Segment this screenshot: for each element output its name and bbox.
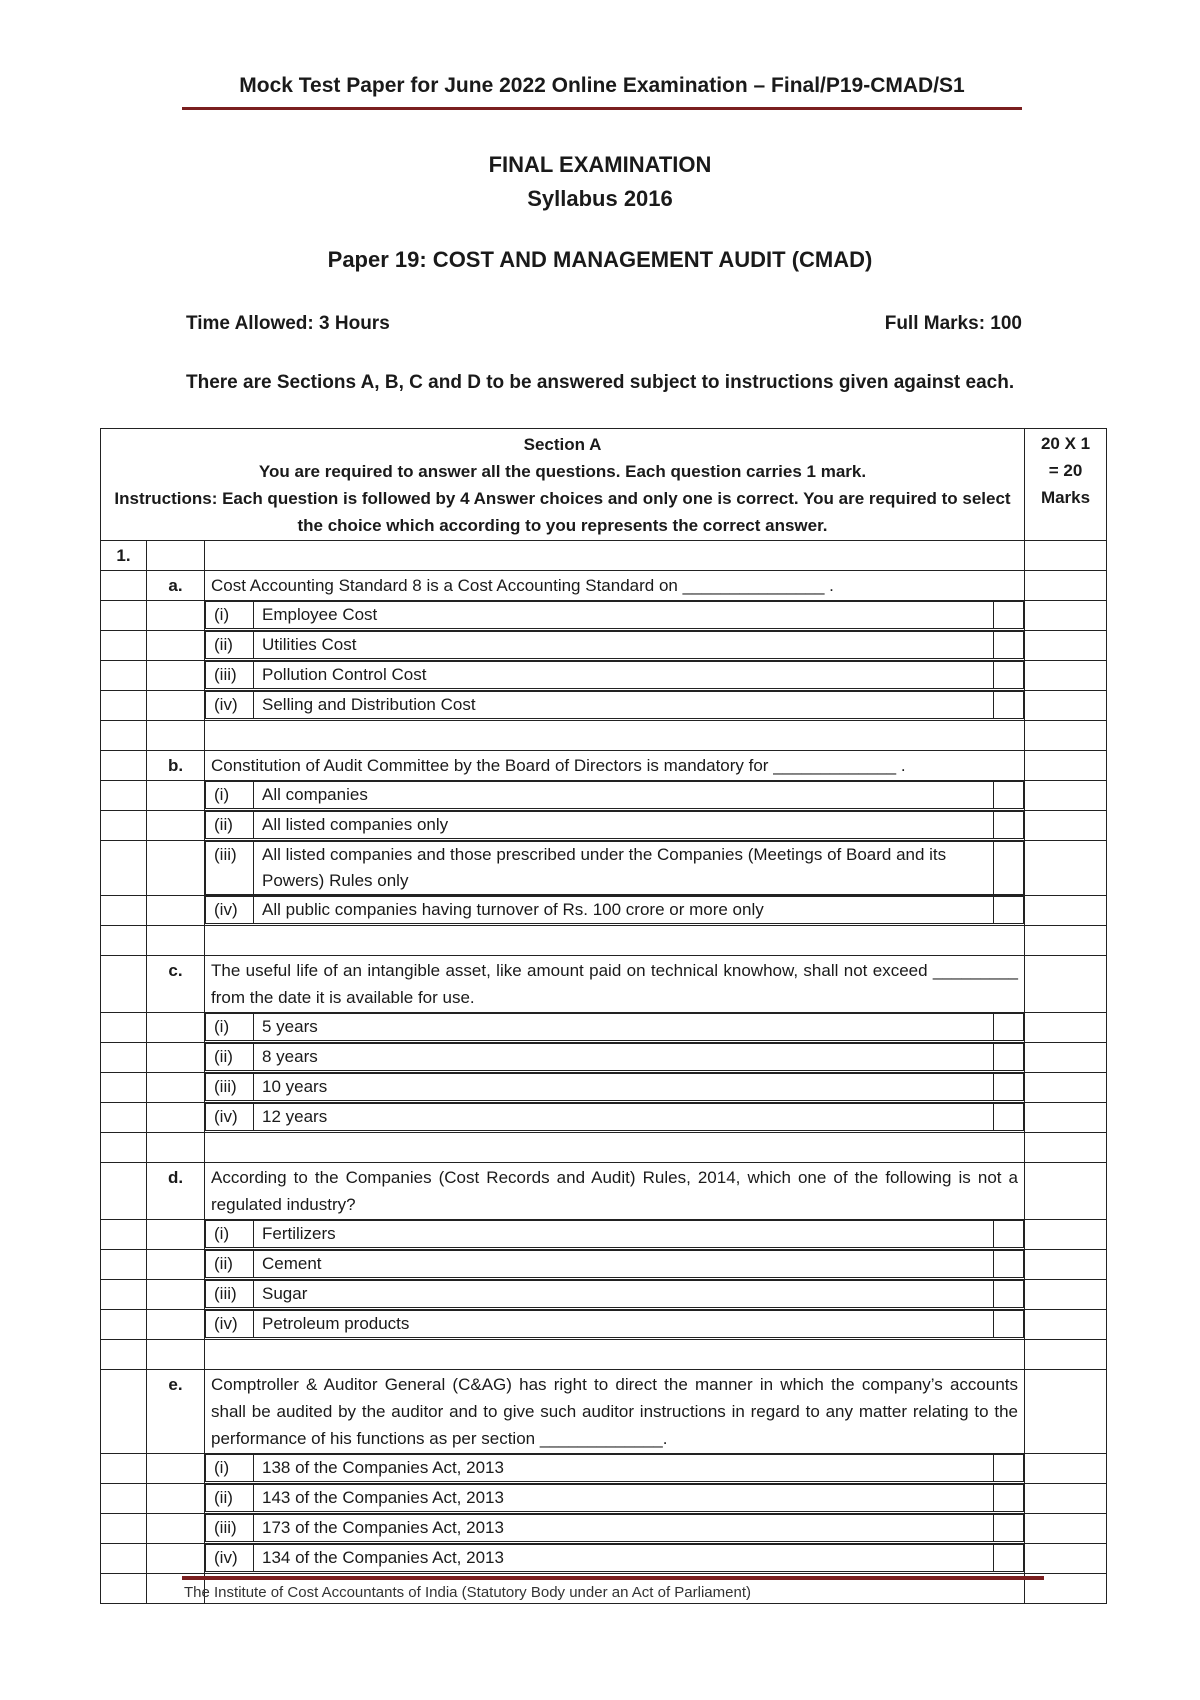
empty-cell bbox=[101, 1133, 147, 1163]
option-cell bbox=[205, 896, 1025, 926]
option-number: (i) bbox=[206, 1014, 254, 1041]
option-answer-box bbox=[994, 897, 1024, 924]
option-row bbox=[101, 896, 1107, 926]
option-number: (i) bbox=[206, 602, 254, 629]
empty-cell bbox=[101, 1370, 147, 1454]
option-text: Sugar bbox=[254, 1281, 994, 1308]
marks-line-1: 20 X 1 bbox=[1040, 434, 1091, 453]
option-number: (iii) bbox=[206, 842, 254, 895]
empty-cell bbox=[147, 1013, 205, 1043]
empty-cell bbox=[147, 781, 205, 811]
full-marks: Full Marks: 100 bbox=[884, 313, 1022, 334]
empty-cell bbox=[147, 1454, 205, 1484]
option-answer-box bbox=[994, 1251, 1024, 1278]
option-row bbox=[101, 1013, 1107, 1043]
option-row bbox=[101, 1454, 1107, 1484]
marks-line-2: = 20 bbox=[1048, 461, 1083, 480]
option-answer-box bbox=[994, 632, 1024, 659]
empty-cell bbox=[101, 1454, 147, 1484]
empty-cell bbox=[205, 541, 1025, 571]
question-stem-row bbox=[101, 1370, 1107, 1454]
option-row bbox=[101, 1544, 1107, 1574]
option-cell bbox=[205, 1484, 1025, 1514]
option-row bbox=[101, 601, 1107, 631]
question-stem: According to the Companies (Cost Records and Audit) Rules, 2014, which one of the following is not a regulated industry? bbox=[205, 1163, 1025, 1220]
option-text: All companies bbox=[254, 782, 994, 809]
question-letter: c. bbox=[147, 956, 205, 1013]
section-instructions bbox=[101, 429, 1025, 541]
option-cell bbox=[205, 1013, 1025, 1043]
empty-cell bbox=[1025, 841, 1107, 896]
option-cell bbox=[205, 1250, 1025, 1280]
footer-rule bbox=[182, 1576, 1044, 1580]
empty-cell bbox=[101, 661, 147, 691]
question-stem: Comptroller & Auditor General (C&AG) has right to direct the manner in which the company’s accounts shall be audited by the auditor and to give such auditor instructions in regard to any matter relating to the performance of his functions as per section _____________. bbox=[205, 1370, 1025, 1454]
option-cell bbox=[205, 1280, 1025, 1310]
empty-cell bbox=[101, 1340, 147, 1370]
option-cell bbox=[205, 1514, 1025, 1544]
option-cell bbox=[205, 1454, 1025, 1484]
empty-cell bbox=[147, 691, 205, 721]
empty-cell bbox=[101, 781, 147, 811]
empty-cell bbox=[1025, 1133, 1107, 1163]
option-text: Selling and Distribution Cost bbox=[254, 692, 994, 719]
option-text: Employee Cost bbox=[254, 602, 994, 629]
empty-cell bbox=[101, 1280, 147, 1310]
question-stem: Constitution of Audit Committee by the Board of Directors is mandatory for _____________ . bbox=[205, 751, 1025, 781]
option-table bbox=[205, 1220, 1024, 1248]
option-answer-box bbox=[994, 1545, 1024, 1572]
option-cell bbox=[205, 1103, 1025, 1133]
spacer-row bbox=[101, 721, 1107, 751]
option-table bbox=[205, 1103, 1024, 1131]
spacer-row bbox=[101, 926, 1107, 956]
option-text: 10 years bbox=[254, 1074, 994, 1101]
empty-cell bbox=[205, 1340, 1025, 1370]
question-number-row bbox=[101, 541, 1107, 571]
option-text: Fertilizers bbox=[254, 1221, 994, 1248]
option-cell bbox=[205, 1043, 1025, 1073]
empty-cell bbox=[147, 721, 205, 751]
option-cell bbox=[205, 601, 1025, 631]
empty-cell bbox=[101, 926, 147, 956]
empty-cell bbox=[1025, 1454, 1107, 1484]
option-number: (iv) bbox=[206, 1545, 254, 1572]
option-number: (iv) bbox=[206, 897, 254, 924]
question-stem: The useful life of an intangible asset, like amount paid on technical knowhow, shall not exceed _________ from the date it is available for use. bbox=[205, 956, 1025, 1013]
empty-cell bbox=[1025, 1043, 1107, 1073]
empty-cell bbox=[1025, 896, 1107, 926]
option-row bbox=[101, 1220, 1107, 1250]
option-text: 8 years bbox=[254, 1044, 994, 1071]
option-table bbox=[205, 1484, 1024, 1512]
option-row bbox=[101, 1484, 1107, 1514]
question-letter: a. bbox=[147, 571, 205, 601]
option-text: Utilities Cost bbox=[254, 632, 994, 659]
empty-cell bbox=[101, 1163, 147, 1220]
question-number: 1. bbox=[101, 541, 147, 571]
option-text: 134 of the Companies Act, 2013 bbox=[254, 1545, 994, 1572]
empty-cell bbox=[101, 1013, 147, 1043]
option-number: (i) bbox=[206, 1455, 254, 1482]
empty-cell bbox=[101, 1544, 147, 1574]
empty-cell bbox=[1025, 751, 1107, 781]
option-row bbox=[101, 631, 1107, 661]
section-line-1: You are required to answer all the questions. Each question carries 1 mark. bbox=[258, 462, 867, 481]
option-row bbox=[101, 1043, 1107, 1073]
header-rule bbox=[182, 107, 1022, 110]
empty-cell bbox=[147, 541, 205, 571]
empty-cell bbox=[101, 841, 147, 896]
option-text: 5 years bbox=[254, 1014, 994, 1041]
running-header: Mock Test Paper for June 2022 Online Examination – Final/P19-CMAD/S1 bbox=[239, 74, 965, 97]
spacer-row bbox=[101, 1340, 1107, 1370]
question-letter: b. bbox=[147, 751, 205, 781]
empty-cell bbox=[147, 1103, 205, 1133]
option-number: (ii) bbox=[206, 1044, 254, 1071]
empty-cell bbox=[101, 811, 147, 841]
option-table bbox=[205, 1073, 1024, 1101]
option-table bbox=[205, 811, 1024, 839]
option-number: (iii) bbox=[206, 1281, 254, 1308]
option-answer-box bbox=[994, 1074, 1024, 1101]
empty-cell bbox=[147, 1340, 205, 1370]
empty-cell bbox=[1025, 1103, 1107, 1133]
option-cell bbox=[205, 661, 1025, 691]
option-answer-box bbox=[994, 812, 1024, 839]
option-table bbox=[205, 1514, 1024, 1542]
option-table bbox=[205, 1280, 1024, 1308]
empty-cell bbox=[147, 1220, 205, 1250]
option-answer-box bbox=[994, 1455, 1024, 1482]
empty-cell bbox=[147, 926, 205, 956]
empty-cell bbox=[101, 721, 147, 751]
empty-cell bbox=[205, 1133, 1025, 1163]
empty-cell bbox=[1025, 631, 1107, 661]
option-cell bbox=[205, 1073, 1025, 1103]
empty-cell bbox=[101, 1250, 147, 1280]
option-text: All public companies having turnover of Rs. 100 crore or more only bbox=[254, 897, 994, 924]
option-row bbox=[101, 1073, 1107, 1103]
option-row bbox=[101, 781, 1107, 811]
empty-cell bbox=[1025, 781, 1107, 811]
empty-cell bbox=[205, 721, 1025, 751]
question-table bbox=[100, 428, 1107, 1604]
option-number: (ii) bbox=[206, 1251, 254, 1278]
option-text: Cement bbox=[254, 1251, 994, 1278]
empty-cell bbox=[147, 1544, 205, 1574]
empty-cell bbox=[205, 926, 1025, 956]
option-text: Petroleum products bbox=[254, 1311, 994, 1338]
option-table bbox=[205, 601, 1024, 629]
empty-cell bbox=[101, 1574, 147, 1604]
option-cell bbox=[205, 631, 1025, 661]
empty-cell bbox=[1025, 1280, 1107, 1310]
option-table bbox=[205, 1250, 1024, 1278]
empty-cell bbox=[1025, 541, 1107, 571]
option-answer-box bbox=[994, 1104, 1024, 1131]
empty-cell bbox=[101, 896, 147, 926]
empty-cell bbox=[101, 601, 147, 631]
empty-cell bbox=[147, 1043, 205, 1073]
option-table bbox=[205, 781, 1024, 809]
empty-cell bbox=[147, 1250, 205, 1280]
option-cell bbox=[205, 811, 1025, 841]
option-text: All listed companies and those prescribed under the Companies (Meetings of Board and its Powers) Rules only bbox=[254, 842, 994, 895]
option-row bbox=[101, 691, 1107, 721]
empty-cell bbox=[101, 1103, 147, 1133]
empty-cell bbox=[1025, 721, 1107, 751]
option-cell bbox=[205, 1310, 1025, 1340]
empty-cell bbox=[101, 1310, 147, 1340]
empty-cell bbox=[1025, 1163, 1107, 1220]
empty-cell bbox=[147, 1280, 205, 1310]
option-answer-box bbox=[994, 1311, 1024, 1338]
empty-cell bbox=[101, 751, 147, 781]
empty-cell bbox=[1025, 1073, 1107, 1103]
option-number: (i) bbox=[206, 1221, 254, 1248]
option-number: (ii) bbox=[206, 812, 254, 839]
option-answer-box bbox=[994, 692, 1024, 719]
empty-cell bbox=[1025, 691, 1107, 721]
section-title: Section A bbox=[523, 435, 602, 454]
empty-cell bbox=[1025, 926, 1107, 956]
option-answer-box bbox=[994, 1515, 1024, 1542]
empty-cell bbox=[1025, 601, 1107, 631]
option-cell bbox=[205, 1220, 1025, 1250]
option-row bbox=[101, 811, 1107, 841]
option-table bbox=[205, 1454, 1024, 1482]
marks-line-3: Marks bbox=[1040, 488, 1091, 507]
empty-cell bbox=[101, 1484, 147, 1514]
option-text: 173 of the Companies Act, 2013 bbox=[254, 1515, 994, 1542]
option-row bbox=[101, 1250, 1107, 1280]
question-stem-row bbox=[101, 956, 1107, 1013]
empty-cell bbox=[147, 841, 205, 896]
empty-cell bbox=[1025, 811, 1107, 841]
option-table bbox=[205, 631, 1024, 659]
empty-cell bbox=[1025, 1514, 1107, 1544]
option-answer-box bbox=[994, 662, 1024, 689]
empty-cell bbox=[147, 811, 205, 841]
empty-cell bbox=[1025, 1310, 1107, 1340]
empty-cell bbox=[101, 1073, 147, 1103]
option-number: (iv) bbox=[206, 1104, 254, 1131]
sections-note: There are Sections A, B, C and D to be answered subject to instructions given against each. bbox=[186, 372, 1015, 393]
empty-cell bbox=[101, 1043, 147, 1073]
empty-cell bbox=[147, 896, 205, 926]
option-table bbox=[205, 691, 1024, 719]
empty-cell bbox=[147, 1310, 205, 1340]
option-cell bbox=[205, 691, 1025, 721]
empty-cell bbox=[101, 956, 147, 1013]
empty-cell bbox=[101, 1220, 147, 1250]
option-cell bbox=[205, 841, 1025, 896]
option-number: (ii) bbox=[206, 632, 254, 659]
option-number: (iii) bbox=[206, 1074, 254, 1101]
question-stem-row bbox=[101, 1163, 1107, 1220]
empty-cell bbox=[147, 631, 205, 661]
paper-title: Paper 19: COST AND MANAGEMENT AUDIT (CMAD) bbox=[327, 247, 873, 272]
option-table bbox=[205, 1544, 1024, 1572]
option-text: 143 of the Companies Act, 2013 bbox=[254, 1485, 994, 1512]
question-stem: Cost Accounting Standard 8 is a Cost Accounting Standard on _______________ . bbox=[205, 571, 1025, 601]
section-line-2: Instructions: Each question is followed by 4 Answer choices and only one is correct. You are required to select the choice which according to you represents the correct answer. bbox=[114, 489, 1011, 535]
syllabus-label: Syllabus 2016 bbox=[527, 186, 673, 211]
option-answer-box bbox=[994, 1485, 1024, 1512]
option-answer-box bbox=[994, 1221, 1024, 1248]
empty-cell bbox=[1025, 1544, 1107, 1574]
option-answer-box bbox=[994, 1281, 1024, 1308]
option-cell bbox=[205, 781, 1025, 811]
option-row bbox=[101, 1103, 1107, 1133]
option-row bbox=[101, 841, 1107, 896]
empty-cell bbox=[1025, 1013, 1107, 1043]
option-answer-box bbox=[994, 602, 1024, 629]
question-letter: e. bbox=[147, 1370, 205, 1454]
empty-cell bbox=[1025, 661, 1107, 691]
empty-cell bbox=[147, 1484, 205, 1514]
empty-cell bbox=[1025, 1370, 1107, 1454]
option-number: (iv) bbox=[206, 1311, 254, 1338]
option-text: Pollution Control Cost bbox=[254, 662, 994, 689]
option-table bbox=[205, 1310, 1024, 1338]
option-answer-box bbox=[994, 782, 1024, 809]
spacer-row bbox=[101, 1133, 1107, 1163]
option-number: (iv) bbox=[206, 692, 254, 719]
empty-cell bbox=[1025, 1250, 1107, 1280]
footer-text: The Institute of Cost Accountants of India (Statutory Body under an Act of Parliament) bbox=[184, 1584, 751, 1601]
empty-cell bbox=[147, 601, 205, 631]
empty-cell bbox=[101, 1514, 147, 1544]
option-answer-box bbox=[994, 1044, 1024, 1071]
empty-cell bbox=[147, 1073, 205, 1103]
option-cell bbox=[205, 1544, 1025, 1574]
option-row bbox=[101, 661, 1107, 691]
exam-title: FINAL EXAMINATION bbox=[488, 152, 712, 177]
option-number: (ii) bbox=[206, 1485, 254, 1512]
empty-cell bbox=[1025, 1484, 1107, 1514]
section-marks bbox=[1025, 429, 1107, 541]
option-row bbox=[101, 1280, 1107, 1310]
option-number: (iii) bbox=[206, 1515, 254, 1542]
empty-cell bbox=[1025, 956, 1107, 1013]
option-number: (iii) bbox=[206, 662, 254, 689]
option-table bbox=[205, 896, 1024, 924]
question-stem-row bbox=[101, 751, 1107, 781]
empty-cell bbox=[1025, 571, 1107, 601]
option-answer-box bbox=[994, 842, 1024, 895]
question-letter: d. bbox=[147, 1163, 205, 1220]
option-table bbox=[205, 841, 1024, 895]
option-row bbox=[101, 1310, 1107, 1340]
question-stem-row bbox=[101, 571, 1107, 601]
option-table bbox=[205, 1043, 1024, 1071]
option-answer-box bbox=[994, 1014, 1024, 1041]
option-number: (i) bbox=[206, 782, 254, 809]
empty-cell bbox=[147, 1514, 205, 1544]
option-table bbox=[205, 661, 1024, 689]
empty-cell bbox=[101, 631, 147, 661]
empty-cell bbox=[101, 691, 147, 721]
empty-cell bbox=[147, 1133, 205, 1163]
option-text: 12 years bbox=[254, 1104, 994, 1131]
empty-cell bbox=[101, 571, 147, 601]
time-allowed: Time Allowed: 3 Hours bbox=[186, 313, 390, 334]
empty-cell bbox=[1025, 1220, 1107, 1250]
option-row bbox=[101, 1514, 1107, 1544]
empty-cell bbox=[1025, 1340, 1107, 1370]
option-table bbox=[205, 1013, 1024, 1041]
option-text: 138 of the Companies Act, 2013 bbox=[254, 1455, 994, 1482]
section-header-row bbox=[101, 429, 1107, 541]
option-text: All listed companies only bbox=[254, 812, 994, 839]
empty-cell bbox=[147, 661, 205, 691]
